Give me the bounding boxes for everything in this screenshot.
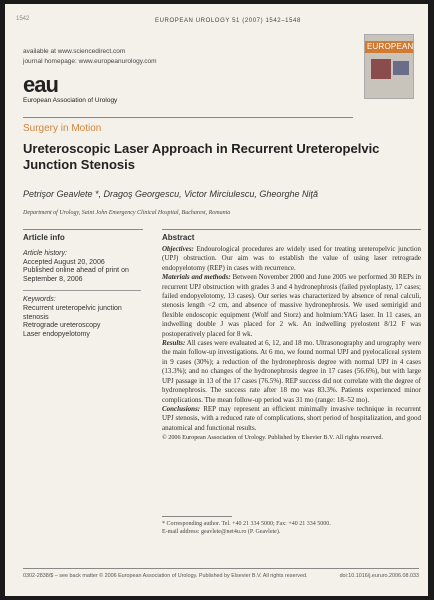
- footnote-rule: [162, 516, 232, 517]
- article-info-heading: Article info: [23, 233, 65, 242]
- results-text: All cases were evaluated at 6, 12, and 18 mo. Ultrasonography and urography were the main follow-up investigations. At 6 mo, we found normal UPJ and pyelocaliceal system in 9 cases (30%); a reduction of the hydronephrosis degree with normal UPJ in 4 cases (13.3%); and no changes of the hydronephrosis degree in 17 cases (56.6%), but with large UPJ passage in 13 of the 17 cases (76.5%). REP success did not correlate with the degree of hydronephrosis. The success rate after 18 mo was 83.3%. Patients experienced minor complications. The mean follow-up period was 31 mo (range: 18–52 mo).: [162, 339, 421, 404]
- homepage-link[interactable]: journal homepage: www.europeanurology.com: [23, 58, 157, 65]
- objectives-label: Objectives:: [162, 245, 194, 253]
- footer-copyright: 0302-2838/$ – see back matter © 2006 European Association of Urology. Published by Elsevier B.V. All rights reserved.: [23, 573, 308, 579]
- cover-title: EUROPEAN: [367, 42, 414, 51]
- keyword-item: Recurrent ureteropelvic junction stenosis: [23, 304, 122, 321]
- keyword-item: Laser endopyelotomy: [23, 330, 90, 338]
- article-title: Ureteroscopic Laser Approach in Recurrent Ureteropelvic Junction Stenosis: [23, 141, 380, 172]
- published-date: Published online ahead of print on September 8, 2006: [23, 267, 129, 283]
- cover-image-secondary: [393, 61, 409, 75]
- section-label: Surgery in Motion: [23, 123, 102, 134]
- abstract-methods: [162, 273, 421, 339]
- abstract-objectives: [162, 245, 421, 273]
- journal-cover-thumbnail: [364, 34, 414, 99]
- objectives-text: Endourological procedures are widely used for treating ureteropelvic junction (UPJ) obstruction. Our aim was to establish the value of using laser retrograde endopyelotomy (REP) in cases with recurrence.: [162, 245, 422, 272]
- header-rule: [23, 117, 353, 118]
- logo-text: European Association of Urology: [23, 97, 118, 104]
- logo-mark: eau: [23, 72, 58, 97]
- footnote: [162, 520, 421, 536]
- abstract-results: [162, 339, 421, 405]
- results-label: Results:: [162, 339, 186, 348]
- history-label: Article history:: [23, 250, 67, 257]
- accepted-date: Accepted August 20, 2006: [23, 258, 105, 266]
- corresponding-author: * Corresponding author. Tel. +40 21 334 5000; Fax: +40 21 334 5000.: [162, 521, 331, 527]
- methods-text: Between November 2000 and June 2005 we performed 30 REPs in recurrent UPJ obstruction with grades 3 and 4 hydronephrosis (failed pyeloplasty, 17 cases; failed endopyelotomy, 13 cases). Our series was characterized by absence of renal calculi, stenosis length <2 cm, and absence of massive hydronephrosis. We used semirigid and flexible endoscopic equipment (Wolf and Storz) and holmium:YAG laser. In 11 cases, an indwelling double J was placed for 2 wk. An indwelling pyelostent 8/12 F was postoperatively placed for 8 wk.: [162, 273, 422, 338]
- eau-logo: [23, 72, 118, 104]
- page-footer: [23, 573, 419, 579]
- abstract-heading: Abstract: [162, 233, 195, 242]
- abstract-body: [162, 245, 421, 443]
- page-number: 1542: [16, 16, 30, 22]
- abstract-rule: [162, 229, 421, 230]
- journal-page: [5, 4, 428, 596]
- cover-image: [371, 59, 391, 79]
- abstract-conclusions: [162, 405, 421, 433]
- keyword-item: Retrograde ureteroscopy: [23, 322, 101, 330]
- article-info: [23, 250, 141, 339]
- info-rule: [23, 229, 143, 230]
- methods-label: Materials and methods:: [162, 273, 231, 282]
- running-head: EUROPEAN UROLOGY 51 (2007) 1542–1548: [155, 18, 301, 24]
- copyright-notice: © 2006 European Association of Urology. Published by Elsevier B.V. All rights reserved.: [162, 434, 384, 442]
- conclusions-text: REP may represent an efficient minimally invasive technique in recurrent UPJ stenosis, with a reduced rate of complications, short period of hospitalization, and good anatomical and functional results.: [162, 404, 421, 432]
- footer-rule: [23, 568, 419, 569]
- author-list: Petrişor Geavlete *, Dragoş Georgescu, Victor Mirciulescu, Gheorghe Niţă: [23, 189, 318, 199]
- available-link[interactable]: available at www.sciencedirect.com: [23, 48, 126, 55]
- conclusions-label: Conclusions:: [162, 404, 201, 413]
- keywords-label: Keywords:: [23, 296, 56, 304]
- journal-availability: [23, 47, 157, 67]
- email-address[interactable]: E-mail address: geavlete@net4u.ro (P. Geavlete).: [162, 529, 281, 535]
- info-divider: [23, 290, 141, 291]
- doi[interactable]: doi:10.1016/j.eururo.2006.08.033: [339, 573, 419, 579]
- affiliation: Department of Urology, Saint John Emergency Clinical Hospital, Bucharest, Romania: [23, 210, 231, 216]
